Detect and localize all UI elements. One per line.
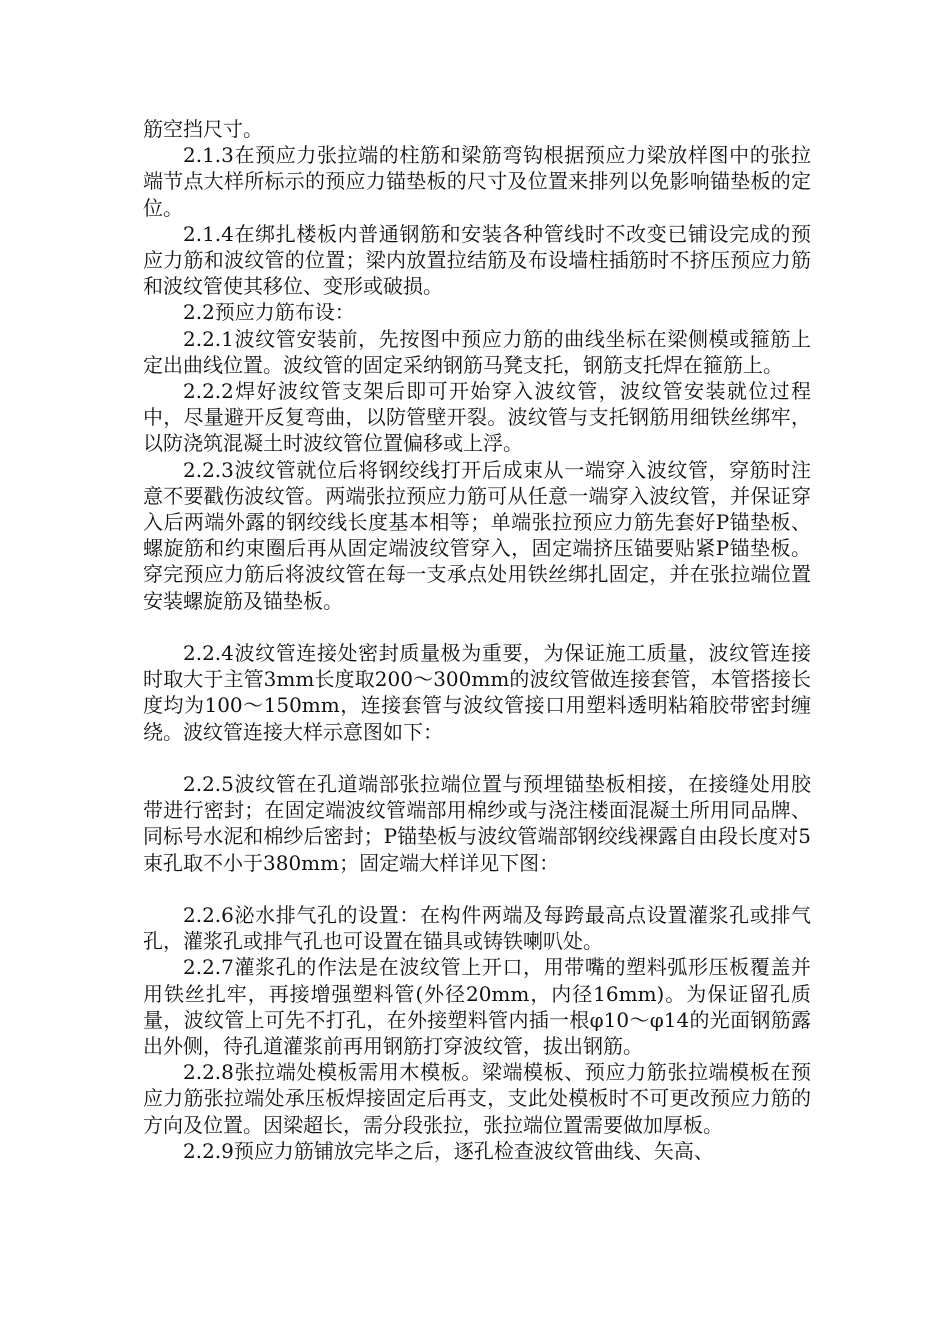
paragraph-2-2-7: 2.2.7灌浆孔的作法是在波纹管上开口，用带嘴的塑料弧形压板覆盖并用铁丝扎牢，再接增强塑料管(外径20mm，内径16mm)。为保证留孔质量，波纹管上可先不打孔，在外接塑料管内插一根φ10～φ14的光面钢筋露出外侧，待孔道灌浆前再用钢筋打穿波纹管，拔出钢筋。 bbox=[143, 955, 811, 1059]
section-heading-2-2: 2.2预应力筋布设： bbox=[183, 300, 355, 325]
blank-line bbox=[143, 876, 811, 902]
paragraph-2-2-2: 2.2.2焊好波纹管支架后即可开始穿入波纹管，波纹管安装就位过程中，尽量避开反复弯曲，以防管壁开裂。波纹管与支托钢筋用细铁丝绑牢，以防浇筑混凝土时波纹管位置偏移或上浮。 bbox=[143, 379, 811, 456]
paragraph-continuation: 筋空挡尺寸。 bbox=[143, 117, 263, 141]
paragraph-2-2-4: 2.2.4波纹管连接处密封质量极为重要，为保证施工质量，波纹管连接时取大于主管3mm长度取200～300mm的波纹管做连接套管，本管搭接长度均为100～150mm，连接套管与波纹管接口用塑料透明粘箱胶带密封缠绕。波纹管连接大样示意图如下： bbox=[143, 641, 811, 744]
paragraph-2-2-9: 2.2.9预应力筋铺放完毕之后，逐孔检查波纹管曲线、矢高、 bbox=[183, 1138, 714, 1163]
paragraph-2-2-5: 2.2.5波纹管在孔道端部张拉端位置与预埋锚垫板相接，在接缝处用胶带进行密封；在固定端波纹管端部用棉纱或与浇注楼面混凝土所用同品牌、同标号水泥和棉纱后密封；P锚垫板与波纹管端部钢绞线裸露自由段长度对5束孔取不小于380mm；固定端大样详见下图： bbox=[143, 772, 811, 875]
blank-line bbox=[143, 614, 811, 640]
document-body bbox=[143, 116, 811, 1164]
blank-line bbox=[143, 745, 811, 771]
paragraph-2-2-6: 2.2.6泌水排气孔的设置：在构件两端及每跨最高点设置灌浆孔或排气孔，灌浆孔或排气孔也可设置在锚具或铸铁喇叭处。 bbox=[143, 903, 811, 954]
paragraph-2-2-8: 2.2.8张拉端处模板需用木模板。梁端模板、预应力筋张拉端模板在预应力筋张拉端处承压板焊接固定后再支，支此处模板时不可更改预应力筋的方向及位置。因梁超长，需分段张拉，张拉端位置需要做加厚板。 bbox=[143, 1060, 811, 1137]
paragraph-2-2-1: 2.2.1波纹管安装前，先按图中预应力筋的曲线坐标在梁侧模或箍筋上定出曲线位置。波纹管的固定采纳钢筋马凳支托，钢筋支托焊在箍筋上。 bbox=[143, 326, 811, 377]
paragraph-2-1-4: 2.1.4在绑扎楼板内普通钢筋和安装各种管线时不改变已铺设完成的预应力筋和波纹管的位置；梁内放置拉结筋及布设墙柱插筋时不挤压预应力筋和波纹管使其移位、变形或破损。 bbox=[143, 221, 811, 299]
paragraph-2-1-3: 2.1.3在预应力张拉端的柱筋和梁筋弯钩根据预应力梁放样图中的张拉端节点大样所标示的预应力锚垫板的尺寸及位置来排列以免影响锚垫板的定位。 bbox=[143, 143, 811, 220]
paragraph-2-2-3: 2.2.3波纹管就位后将钢绞线打开后成束从一端穿入波纹管，穿筋时注意不要戳伤波纹管。两端张拉预应力筋可从任意一端穿入波纹管，并保证穿入后两端外露的钢绞线长度基本相等；单端张拉预应力筋先套好P锚垫板、螺旋筋和约束圈后再从固定端波纹管穿入，固定端挤压锚要贴紧P锚垫板。穿完预应力筋后将波纹管在每一支承点处用铁丝绑扎固定，并在张拉端位置安装螺旋筋及锚垫板。 bbox=[143, 457, 811, 613]
